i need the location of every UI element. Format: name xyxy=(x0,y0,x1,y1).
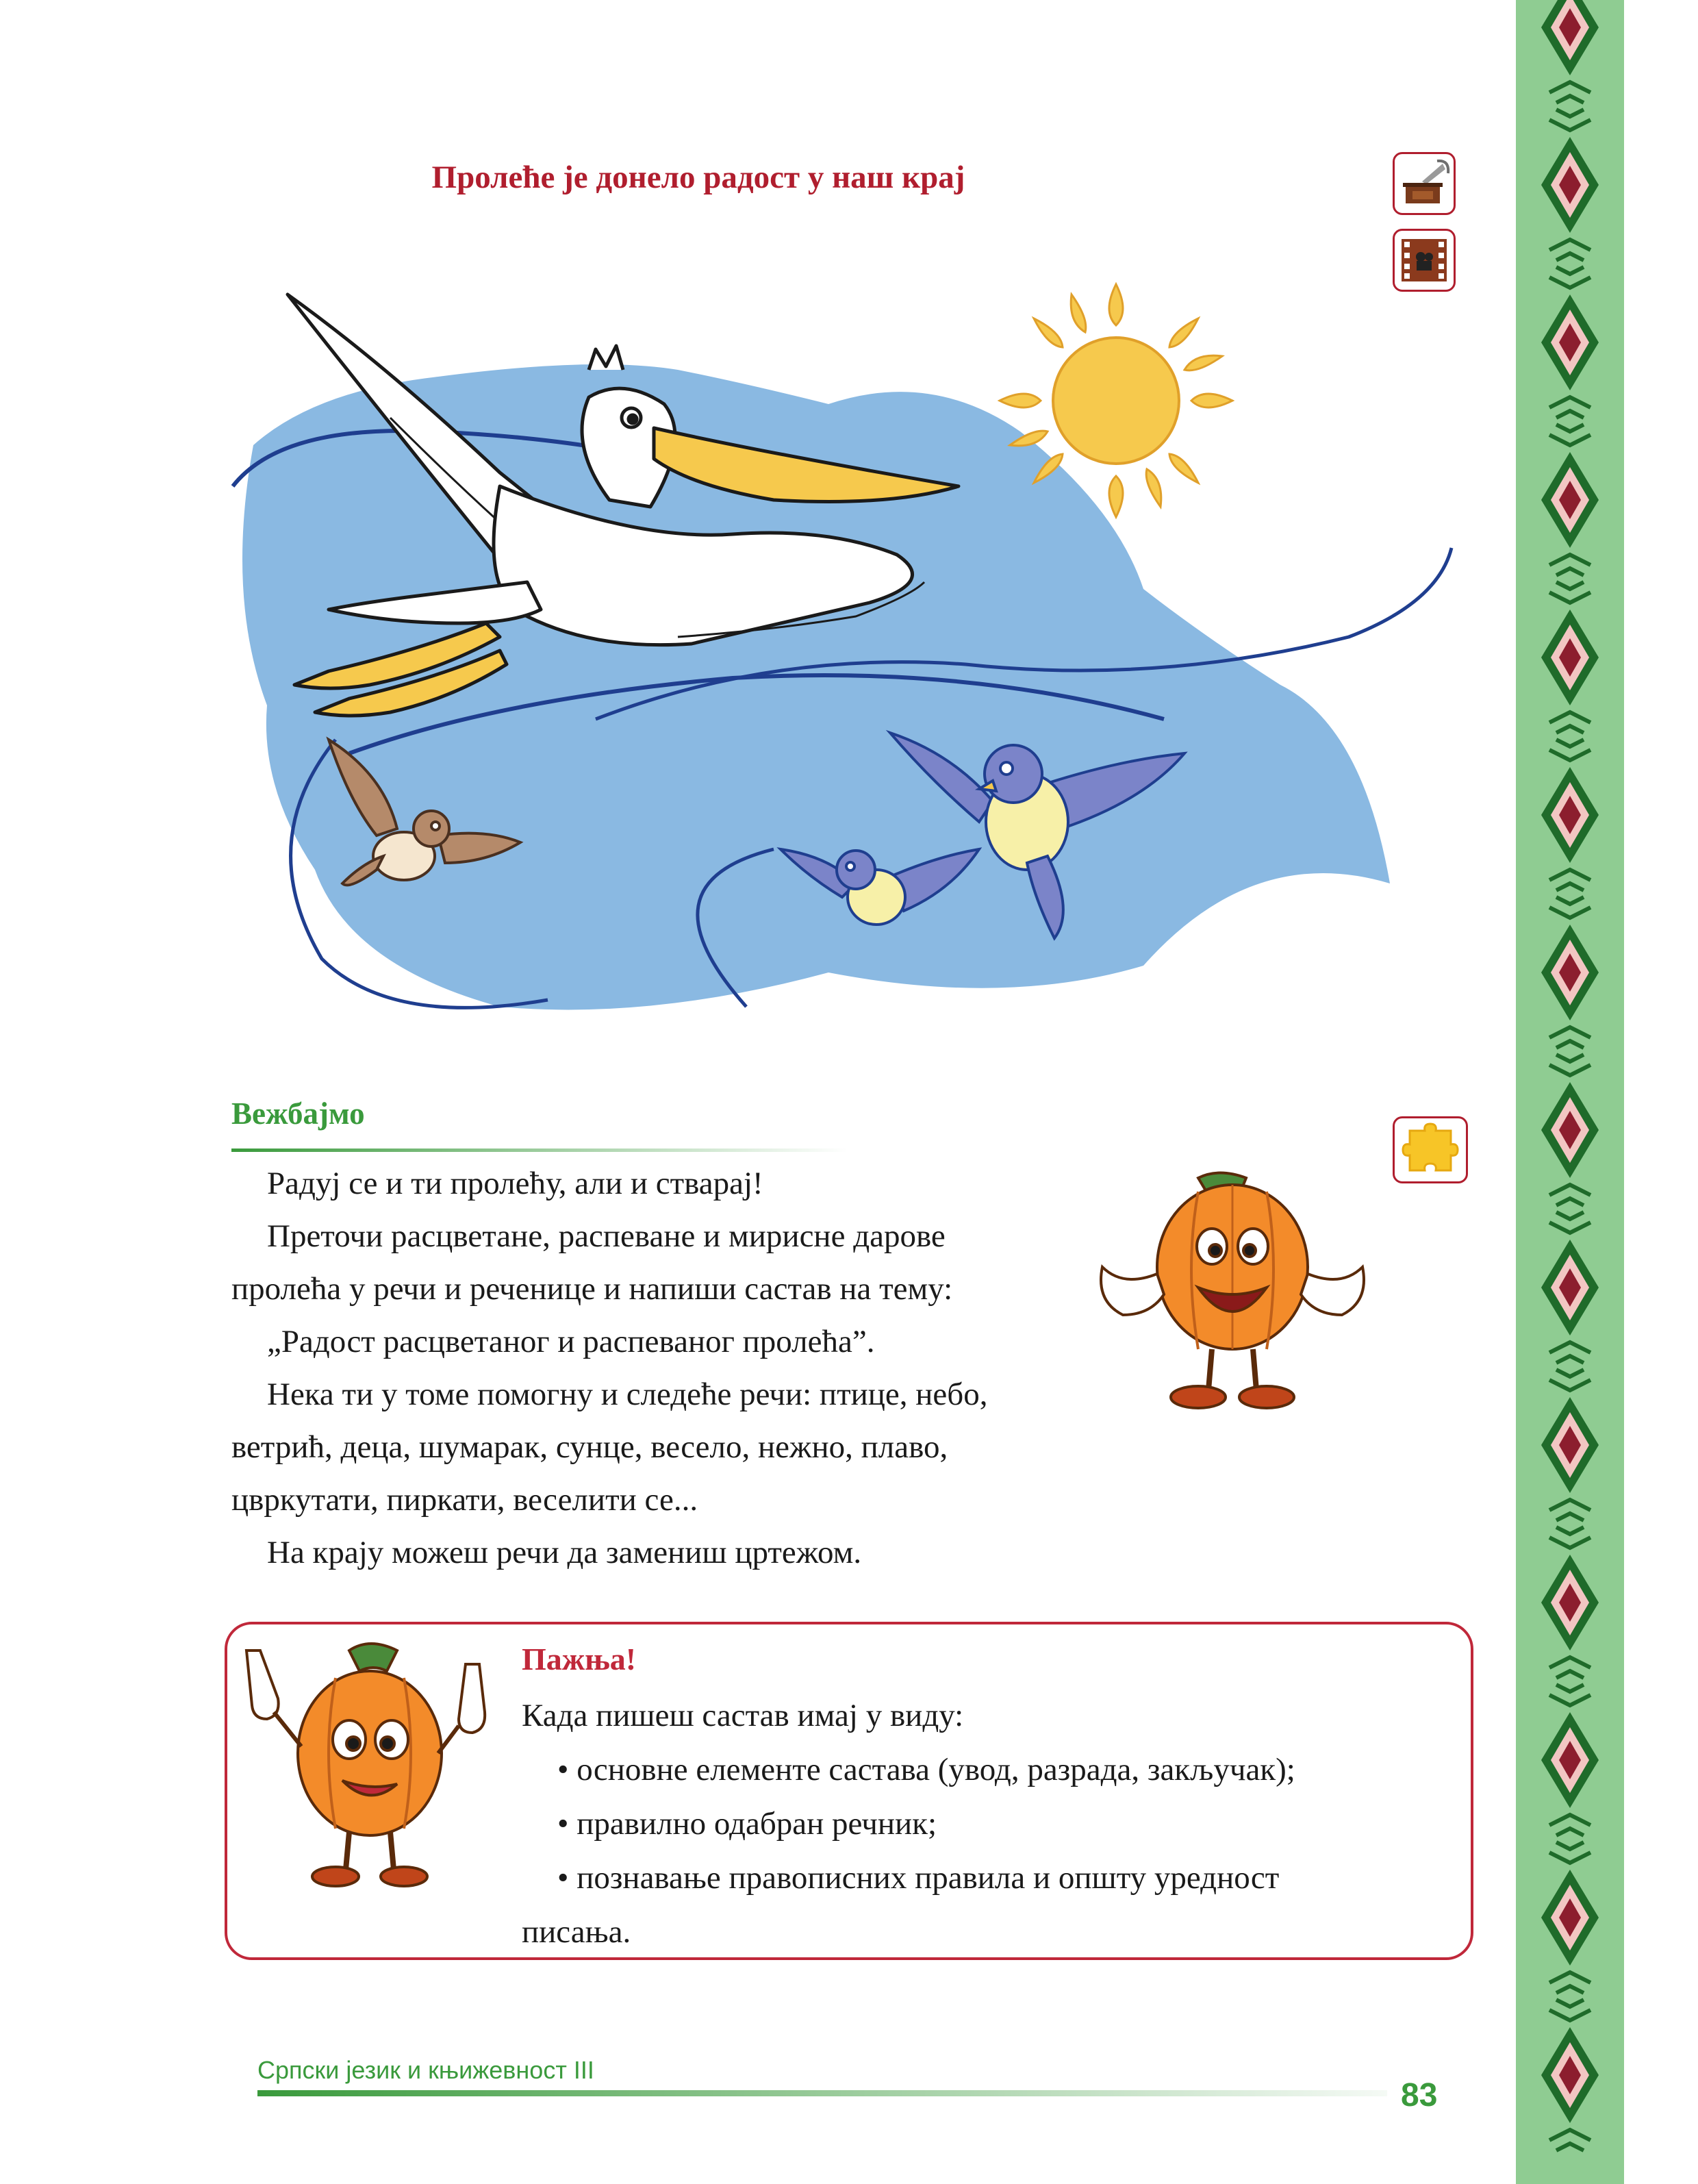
sun xyxy=(1000,284,1232,517)
exercise-line: Радуј се и ти пролећу, али и стварај! xyxy=(267,1166,763,1201)
border-motif xyxy=(1541,897,1599,1048)
border-motif xyxy=(1541,425,1599,575)
border-motif xyxy=(1541,582,1599,733)
decorative-side-border xyxy=(1516,0,1624,2184)
border-motif xyxy=(1541,1842,1599,1993)
attention-bullet: • основне елементе састава (увод, разрада, закључак); xyxy=(557,1752,1295,1787)
exercise-line: Нека ти у томе помогну и следеће речи: птице, небо, xyxy=(267,1377,988,1412)
border-motif xyxy=(1541,1527,1599,1678)
pumpkin-mascot xyxy=(1095,1164,1383,1424)
gramophone-icon[interactable] xyxy=(1393,152,1456,215)
puzzle-icon[interactable] xyxy=(1393,1116,1468,1183)
book-title: Српски језик и књижевност III xyxy=(257,2056,594,2084)
exercise-line: цвркутати, пиркати, веселити се... xyxy=(231,1482,698,1518)
footer-divider xyxy=(257,2090,1387,2096)
border-motif xyxy=(1541,1685,1599,1835)
exercise-line: „Радост расцветаног и распеваног пролећа”. xyxy=(267,1324,875,1359)
border-motif xyxy=(1541,740,1599,890)
exercise-line: Преточи расцветане, распеване и мирисне дарове xyxy=(267,1218,946,1254)
border-motif xyxy=(1541,1055,1599,1205)
border-motif xyxy=(1541,0,1599,103)
attention-continuation: писања. xyxy=(522,1914,631,1950)
exercise-line: пролећа у речи и реченице и напиши састав на тему: xyxy=(231,1271,953,1307)
border-motif xyxy=(1541,267,1599,418)
attention-bullet: • правилно одабран речник; xyxy=(557,1806,937,1842)
spring-illustration xyxy=(212,281,1486,1048)
page-number: 83 xyxy=(1401,2077,1438,2113)
border-motif xyxy=(1541,1212,1599,1363)
exercise-line: ветрић, деца, шумарак, сунце, весело, нежно, плаво, xyxy=(231,1429,948,1465)
section-divider xyxy=(231,1149,848,1152)
attention-heading: Пажња! xyxy=(522,1642,637,1677)
border-motif xyxy=(1541,1370,1599,1520)
attention-text xyxy=(522,1689,1453,1959)
border-motif xyxy=(1541,2000,1599,2150)
exercise-text xyxy=(231,1157,1101,1579)
exercise-line: На крају можеш речи да замениш цртежом. xyxy=(267,1535,862,1570)
attention-intro: Када пишеш састав имај у виду: xyxy=(522,1698,964,1733)
border-motif xyxy=(1541,110,1599,260)
folk-pattern xyxy=(1516,0,1624,2184)
pumpkin-mascot-pointing xyxy=(233,1637,493,1897)
attention-bullet: • познавање правописних правила и општу уредност xyxy=(557,1860,1280,1896)
exercise-heading: Вежбајмо xyxy=(231,1096,365,1131)
page-title: Пролеће је донело радост у наш крај xyxy=(431,160,965,195)
